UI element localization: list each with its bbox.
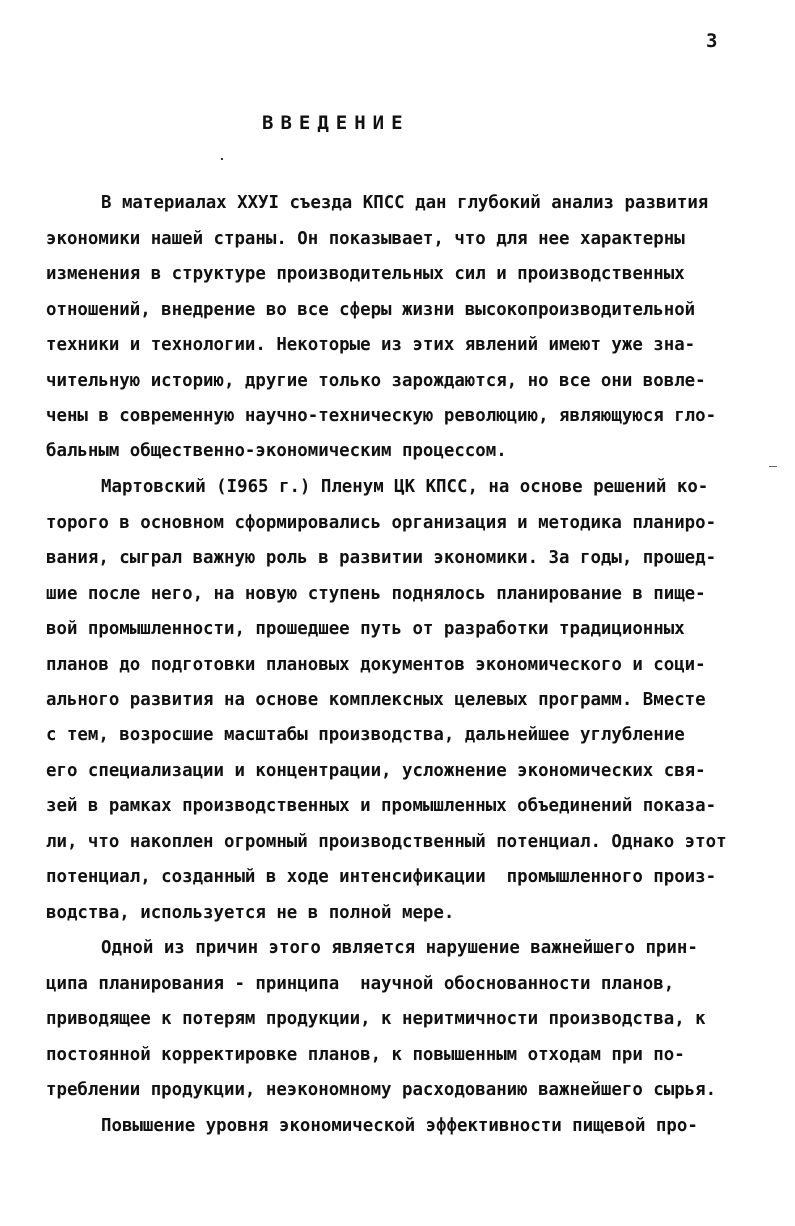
text-line-1: В материалах XXУI съезда КПСС дан глубокий анализ развития <box>101 193 709 213</box>
text-line-26: треблении продукции, неэкономному расходованию важнейшего сырья. <box>46 1080 717 1100</box>
text-line-13: вой промышленности, прошедшее путь от разработки традиционных <box>46 619 685 639</box>
text-line-5: техники и технологии. Некоторые из этих явлений имеют уже зна- <box>46 335 696 355</box>
text-line-2: экономики нашей страны. Он показывает, что для нее характерны <box>46 229 685 249</box>
text-line-14: планов до подготовки плановых документов экономического и соци- <box>46 655 706 675</box>
text-line-17: его специализации и концентрации, усложнение экономических свя- <box>46 761 706 781</box>
text-line-9: Мартовский (I965 г.) Пленум ЦК КПСС, на основе решений ко- <box>101 477 709 497</box>
text-line-7: чены в современную научно-техническую революцию, являющуюся гло- <box>46 406 717 426</box>
text-line-3: изменения в структуре производительных сил и производственных <box>46 264 685 284</box>
text-line-10: торого в основном сформировались организация и методика планиро- <box>46 513 717 533</box>
stray-dot-mark <box>221 158 223 160</box>
text-line-6: чительную историю, другие только зарождаются, но все они вовле- <box>46 371 706 391</box>
text-line-27: Повышение уровня экономической эффективности пищевой про- <box>101 1116 698 1136</box>
text-line-21: водства, используется не в полной мере. <box>46 903 455 923</box>
text-line-8: бальным общественно-экономическим процессом. <box>46 441 507 461</box>
text-line-22: Одной из причин этого является нарушение важнейшего прин- <box>101 938 698 958</box>
text-line-12: шие после него, на новую ступень поднялось планирование в пище- <box>46 584 706 604</box>
text-line-11: вания, сыграл важную роль в развитии экономики. За годы, прошед- <box>46 548 717 568</box>
margin-mark <box>769 466 777 467</box>
text-line-15: ального развития на основе комплексных целевых программ. Вместе <box>46 690 706 710</box>
text-line-19: ли, что накоплен огромный производственный потенциал. Однако этот <box>46 832 727 852</box>
text-line-20: потенциал, созданный в ходе интенсификации промышленного произ- <box>46 867 717 887</box>
text-line-4: отношений, внедрение во все сферы жизни высокопроизводительной <box>46 300 696 320</box>
text-line-24: приводящее к потерям продукции, к неритмичности производства, к <box>46 1009 706 1029</box>
text-line-16: с тем, возросшие масштабы производства, дальнейшее углубление <box>46 725 685 745</box>
text-line-23: ципа планирования - принципа научной обоснованности планов, <box>46 974 675 994</box>
text-line-25: постоянной корректировке планов, к повышенным отходам при по- <box>46 1045 685 1065</box>
text-line-18: зей в рамках производственных и промышленных объединений показа- <box>46 796 717 816</box>
page-number: 3 <box>706 30 718 52</box>
page-title: ВВЕДЕНИЕ <box>262 112 410 134</box>
